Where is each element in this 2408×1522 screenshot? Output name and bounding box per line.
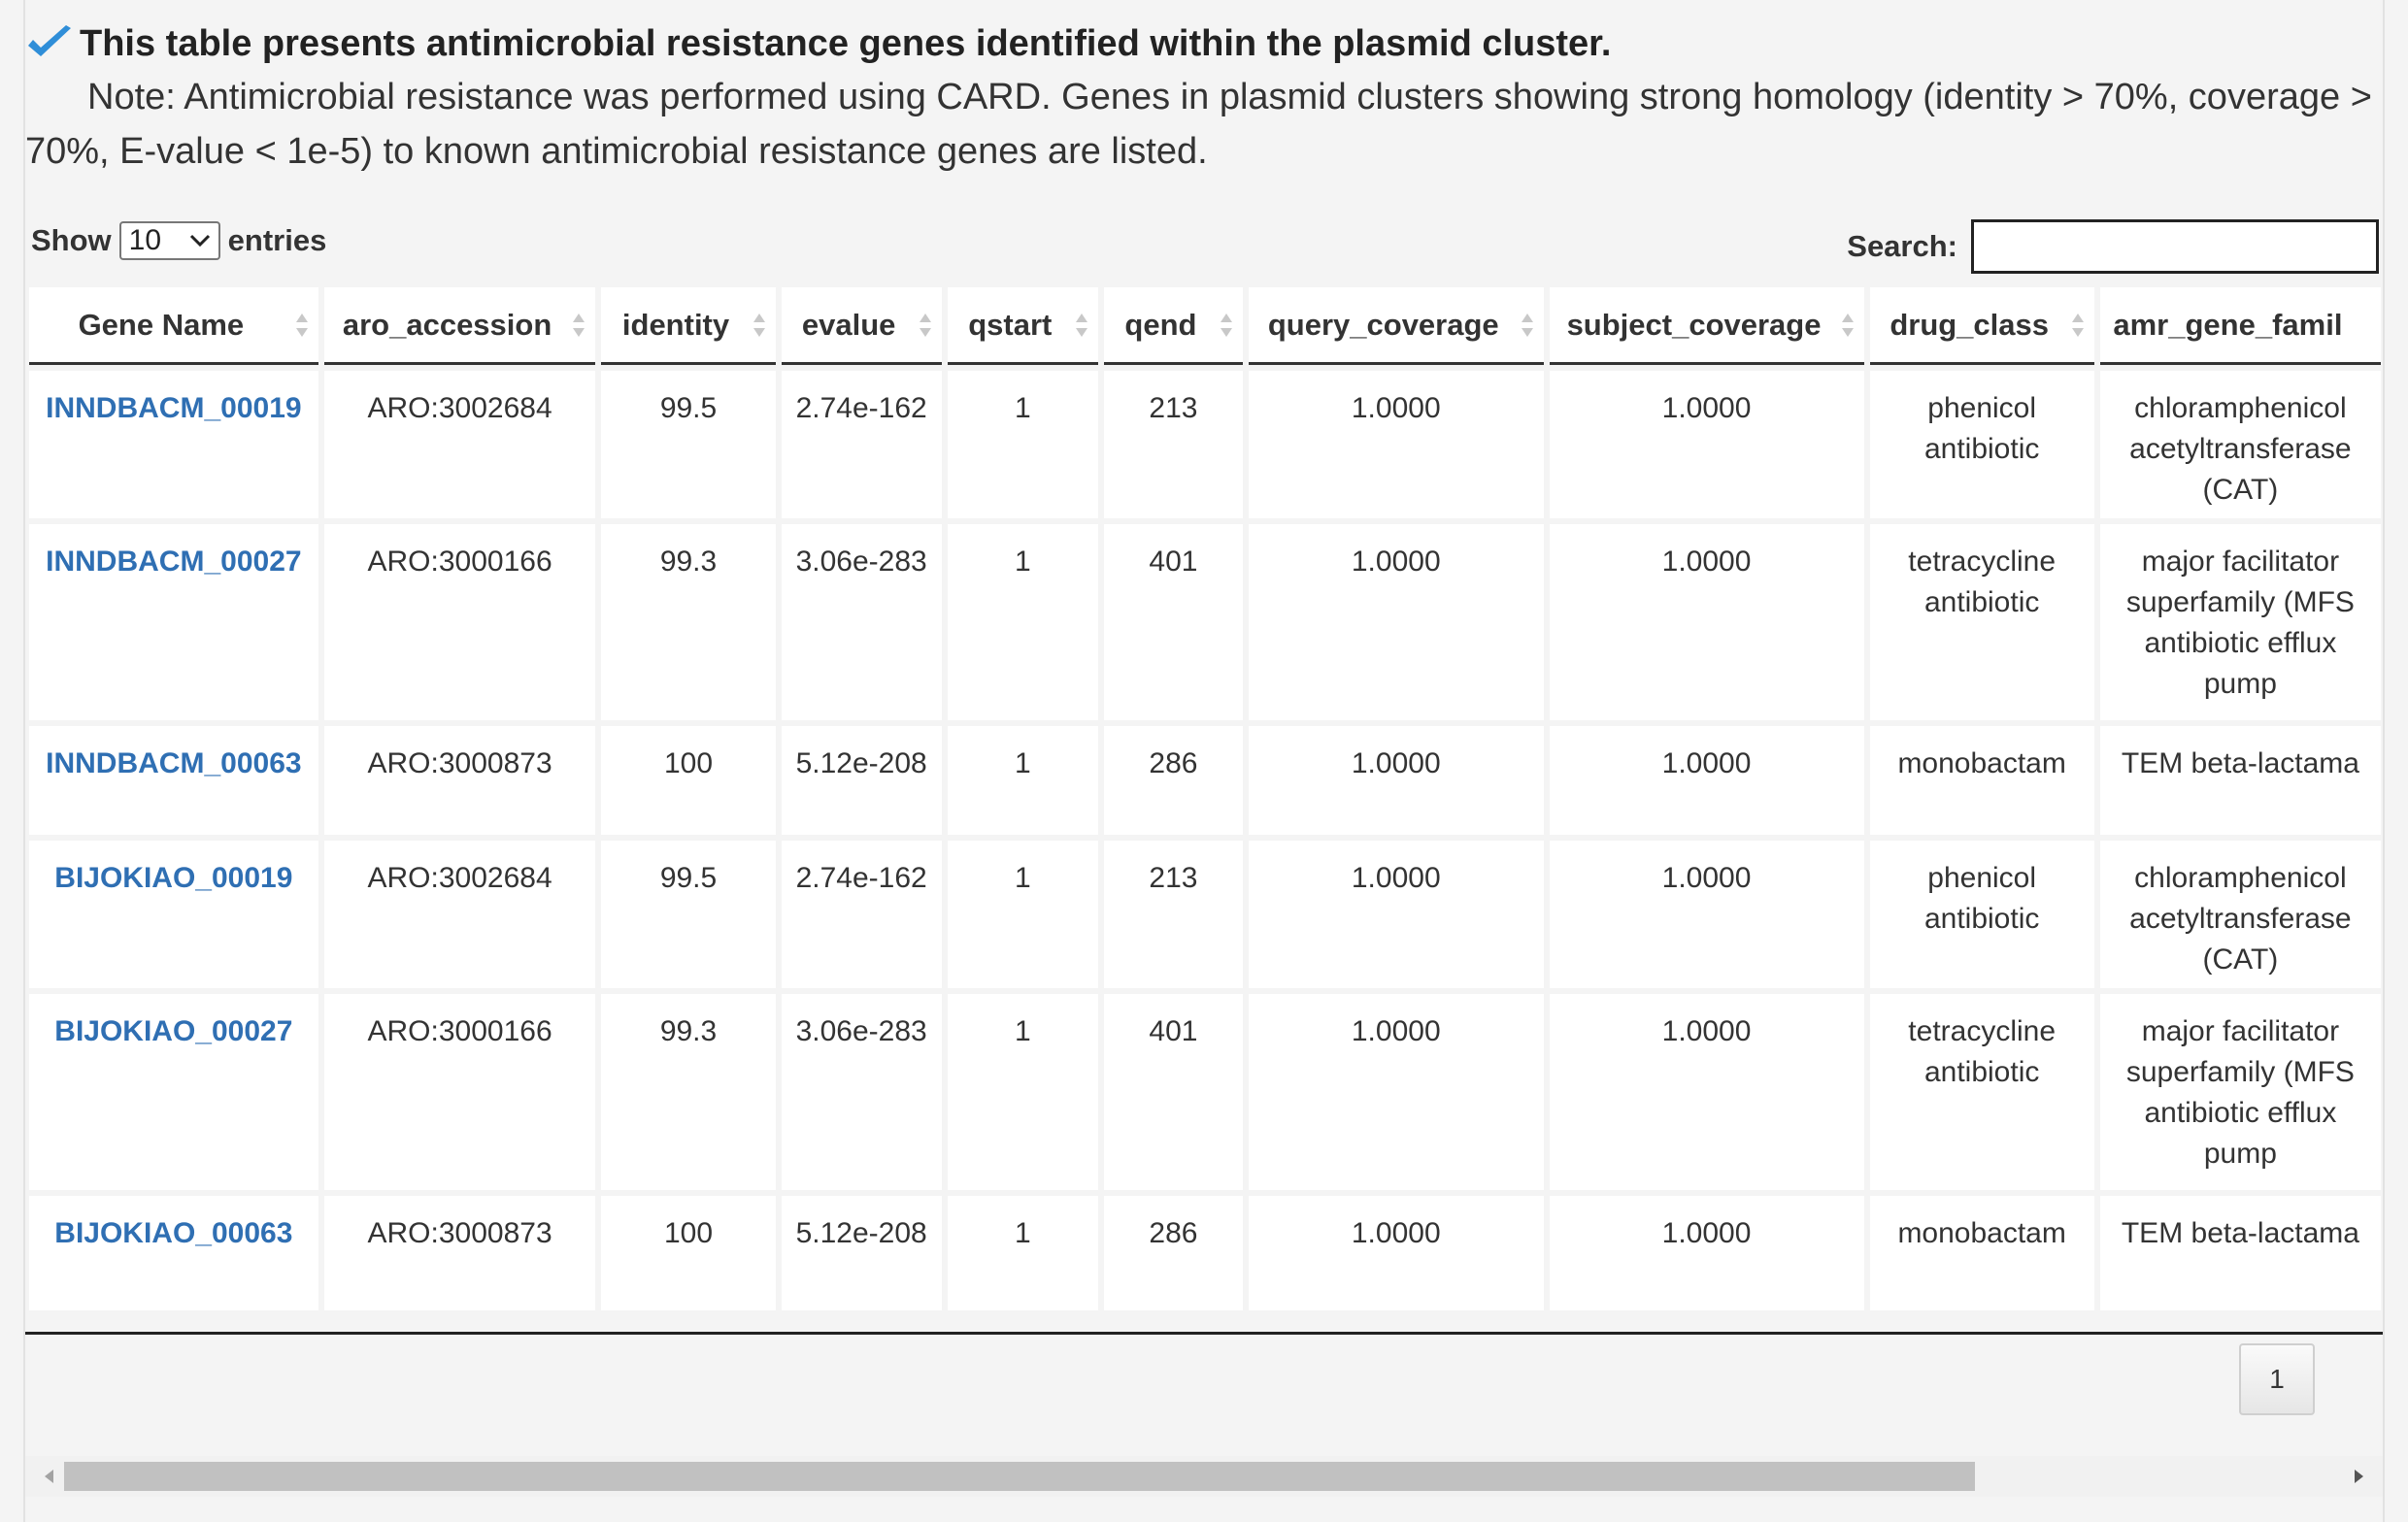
table-cell-qstart: 1 [948, 524, 1098, 720]
table-cell-identity: 99.5 [601, 841, 775, 988]
column-header-7[interactable] [1550, 287, 1864, 365]
table-cell-query-coverage: 1.0000 [1249, 841, 1544, 988]
column-header-label: qstart [968, 307, 1053, 342]
table-cell-subject-coverage: 1.0000 [1550, 841, 1864, 988]
table-scroll-area [29, 281, 2385, 1334]
column-header-label: evalue [801, 307, 896, 342]
column-header-4[interactable] [948, 287, 1098, 365]
table-cell-identity: 100 [601, 726, 775, 835]
search-control [1847, 219, 2379, 274]
gene-name-link[interactable]: BIJOKIAO_00063 [29, 1196, 318, 1310]
column-header-5[interactable] [1104, 287, 1243, 365]
table-cell-evalue: 3.06e-283 [782, 524, 942, 720]
table-cell-aro-accession: ARO:3000166 [324, 524, 596, 720]
table-cell-query-coverage: 1.0000 [1249, 1196, 1544, 1310]
gene-name-link[interactable]: BIJOKIAO_00027 [29, 994, 318, 1190]
table-cell-qend: 286 [1104, 1196, 1243, 1310]
table-controls [31, 215, 2379, 283]
column-header-0[interactable] [29, 287, 318, 365]
table-cell-drug-class: phenicol antibiotic [1870, 841, 2094, 988]
table-cell-drug-class: tetracycline antibiotic [1870, 524, 2094, 720]
table-cell-subject-coverage: 1.0000 [1550, 524, 1864, 720]
table-cell-qstart: 1 [948, 841, 1098, 988]
gene-name-link[interactable]: INNDBACM_00019 [29, 371, 318, 518]
table-cell-subject-coverage: 1.0000 [1550, 726, 1864, 835]
horizontal-scrollbar[interactable] [25, 1456, 2383, 1497]
table-bottom-divider [25, 1332, 2383, 1335]
table-cell-qend: 213 [1104, 841, 1243, 988]
table-cell-qend: 401 [1104, 994, 1243, 1190]
sort-icon [752, 310, 766, 341]
gene-name-link[interactable]: BIJOKIAO_00019 [29, 841, 318, 988]
column-header-9[interactable] [2100, 287, 2381, 365]
column-header-6[interactable] [1249, 287, 1544, 365]
entries-label: entries [227, 223, 327, 257]
table-cell-drug-class: monobactam [1870, 726, 2094, 835]
column-header-label: query_coverage [1267, 307, 1499, 342]
sort-icon [1841, 310, 1855, 341]
table-cell-qstart: 1 [948, 726, 1098, 835]
scroll-left-arrow-icon[interactable] [39, 1466, 60, 1487]
table-cell-drug-class: tetracycline antibiotic [1870, 994, 2094, 1190]
column-header-label: drug_class [1890, 307, 2050, 342]
intro-section [25, 17, 2383, 179]
table-body [29, 371, 2381, 1310]
table-cell-qend: 401 [1104, 524, 1243, 720]
table-row [29, 726, 2381, 835]
table-cell-query-coverage: 1.0000 [1249, 994, 1544, 1190]
table-cell-query-coverage: 1.0000 [1249, 371, 1544, 518]
column-header-label: Gene Name [78, 307, 245, 342]
column-header-1[interactable] [324, 287, 596, 365]
table-cell-query-coverage: 1.0000 [1249, 524, 1544, 720]
column-header-label: identity [621, 307, 730, 342]
sort-icon [1220, 310, 1233, 341]
table-cell-amr-gene-famil: chloramphenicol acetyltransferase (CAT) [2100, 371, 2381, 518]
scroll-right-arrow-icon[interactable] [2348, 1466, 2369, 1487]
page-frame [23, 0, 2385, 1522]
headline-text: This table presents antimicrobial resistance genes identified within the plasmid cluster. [80, 23, 1612, 64]
table-cell-aro-accession: ARO:3002684 [324, 841, 596, 988]
table-row [29, 524, 2381, 720]
table-cell-qend: 213 [1104, 371, 1243, 518]
sort-icon [295, 310, 309, 341]
table-cell-identity: 99.5 [601, 371, 775, 518]
search-label: Search: [1847, 229, 1957, 263]
table-cell-evalue: 5.12e-208 [782, 726, 942, 835]
table-cell-aro-accession: ARO:3002684 [324, 371, 596, 518]
scrollbar-thumb[interactable] [64, 1462, 1975, 1491]
table-cell-subject-coverage: 1.0000 [1550, 994, 1864, 1190]
table-cell-identity: 100 [601, 1196, 775, 1310]
header-row [29, 287, 2381, 365]
sort-icon [2071, 310, 2085, 341]
table-cell-evalue: 2.74e-162 [782, 371, 942, 518]
entries-select[interactable] [119, 221, 220, 260]
table-cell-subject-coverage: 1.0000 [1550, 1196, 1864, 1310]
sort-icon [1075, 310, 1088, 341]
column-header-label: aro_accession [342, 307, 552, 342]
column-header-label: amr_gene_famil [2113, 307, 2343, 342]
entries-length-control [31, 221, 326, 260]
table-cell-aro-accession: ARO:3000166 [324, 994, 596, 1190]
pagination-page-1-button[interactable] [2239, 1343, 2315, 1415]
table-cell-amr-gene-famil: major facilitator superfamily (MFS antibiotic efflux pump [2100, 994, 2381, 1190]
column-header-label: subject_coverage [1566, 307, 1822, 342]
sort-icon [919, 310, 932, 341]
table-cell-qstart: 1 [948, 371, 1098, 518]
table-cell-qstart: 1 [948, 1196, 1098, 1310]
table-row [29, 994, 2381, 1190]
table-row [29, 841, 2381, 988]
search-input[interactable] [1971, 219, 2379, 274]
table-cell-qstart: 1 [948, 994, 1098, 1190]
sort-icon [572, 310, 585, 341]
entries-select-value: 10 [128, 224, 162, 256]
table-cell-aro-accession: ARO:3000873 [324, 726, 596, 835]
table-cell-evalue: 3.06e-283 [782, 994, 942, 1190]
table-cell-evalue: 5.12e-208 [782, 1196, 942, 1310]
sort-icon [1521, 310, 1534, 341]
checkmark-icon [25, 24, 74, 63]
table-cell-amr-gene-famil: major facilitator superfamily (MFS antibiotic efflux pump [2100, 524, 2381, 720]
table-cell-drug-class: phenicol antibiotic [1870, 371, 2094, 518]
chevron-down-icon [189, 234, 211, 248]
note-text: Note: Antimicrobial resistance was performed using CARD. Genes in plasmid clusters showing strong homology (identity > 70%, coverage > 70%, E-value < 1e-5) to known antimicrobial resistance genes are listed. [25, 77, 2372, 172]
table-row [29, 1196, 2381, 1310]
gene-name-link[interactable]: INNDBACM_00027 [29, 524, 318, 720]
table-cell-aro-accession: ARO:3000873 [324, 1196, 596, 1310]
table-cell-evalue: 2.74e-162 [782, 841, 942, 988]
table-row [29, 371, 2381, 518]
amr-genes-table [29, 281, 2385, 1316]
column-header-8[interactable] [1870, 287, 2094, 365]
show-label: Show [31, 223, 112, 257]
column-header-label: qend [1124, 307, 1197, 342]
table-cell-identity: 99.3 [601, 524, 775, 720]
column-header-3[interactable] [782, 287, 942, 365]
headline [25, 17, 2383, 70]
gene-name-link[interactable]: INNDBACM_00063 [29, 726, 318, 835]
table-cell-query-coverage: 1.0000 [1249, 726, 1544, 835]
table-cell-drug-class: monobactam [1870, 1196, 2094, 1310]
table-cell-qend: 286 [1104, 726, 1243, 835]
page-number: 1 [2269, 1364, 2285, 1394]
table-cell-subject-coverage: 1.0000 [1550, 371, 1864, 518]
table-cell-amr-gene-famil: TEM beta-lactama [2100, 726, 2381, 835]
column-header-2[interactable] [601, 287, 775, 365]
note-paragraph [25, 70, 2383, 179]
table-cell-identity: 99.3 [601, 994, 775, 1190]
table-cell-amr-gene-famil: chloramphenicol acetyltransferase (CAT) [2100, 841, 2381, 988]
table-cell-amr-gene-famil: TEM beta-lactama [2100, 1196, 2381, 1310]
